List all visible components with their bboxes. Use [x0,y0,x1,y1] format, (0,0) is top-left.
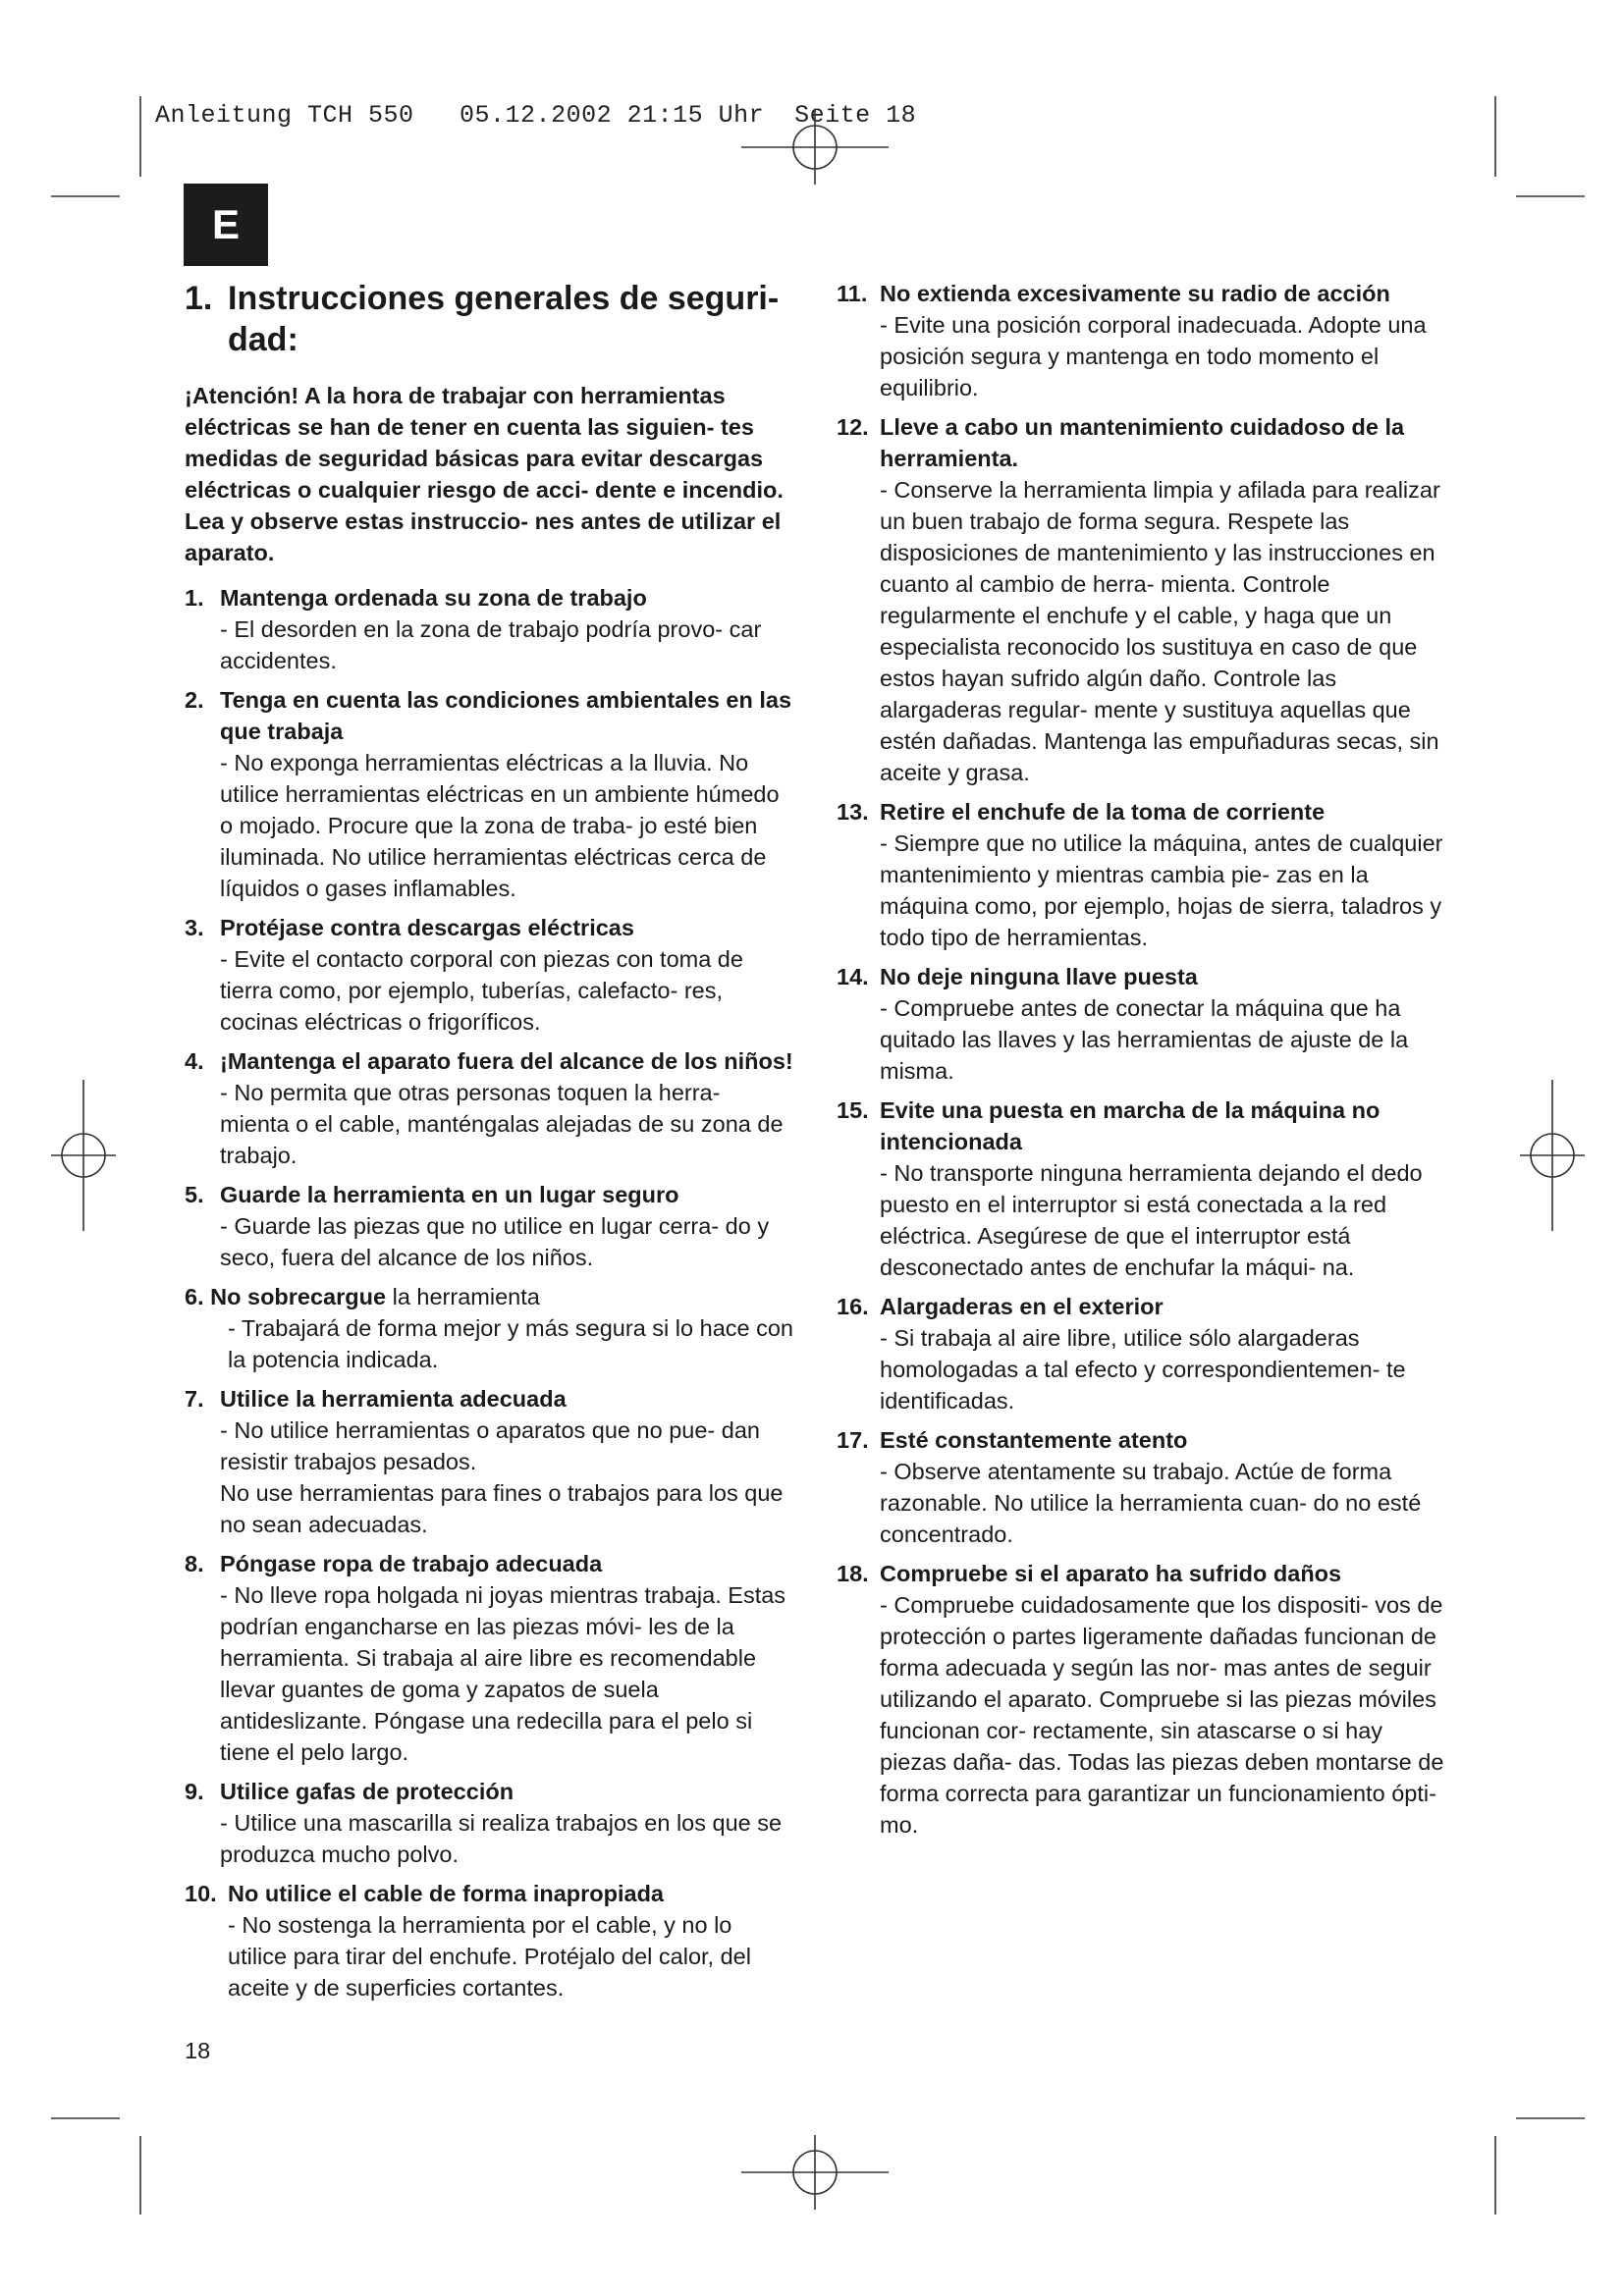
item-title-text: Compruebe si el aparato ha sufrido daños [880,1561,1342,1586]
list-item [185,1179,795,1273]
list-item [185,684,795,904]
list-item [837,1095,1447,1283]
item-body: - Compruebe cuidadosamente que los dispositi- vos de protección o partes ligeramente dañadas funcionan de forma adecuada y según las nor- mas antes de seguir utilizando el aparato. Compruebe si las piezas móviles funcionan cor- rectamente, sin atascarse o si hay piezas daña- das. Todas las piezas deben montarse de forma correcta para garantizar un funcionamiento ópti- mo. [880,1592,1444,1838]
item-title-text: Esté constantemente atento [880,1427,1188,1453]
item-title-bold: No sobrecargue [210,1284,387,1309]
item-body: - Compruebe antes de conectar la máquina que ha quitado las llaves y las herramientas de ajuste de la misma. [880,995,1409,1084]
item-number: 9. [185,1779,204,1804]
item-body: - Utilice una mascarilla si realiza trabajos en los que se produzca mucho polvo. [220,1810,783,1867]
item-number: 2. [185,687,204,713]
item-title [185,912,795,943]
item-number: 11. [837,281,868,306]
item-number: 14. [837,964,869,989]
item-title-text: Tenga en cuenta las condiciones ambientales en las que trabaja [220,687,792,744]
item-title-text: Guarde la herramienta en un lugar seguro [220,1182,679,1207]
item-title [185,1878,795,1909]
list-item [185,1045,795,1171]
item-body: - No utilice herramientas o aparatos que no pue- dan resistir trabajos pesados. [220,1417,760,1474]
warning-text: ¡Atención! A la hora de trabajar con herramientas eléctricas se han de tener en cuenta las siguien- tes medidas de seguridad básicas para evitar descargas eléctricas o cualquier riesgo de acci- dente e incendio. Lea y observe estas instruccio- nes antes de utilizar el aparato. [185,383,784,565]
item-body: - Guarde las piezas que no utilice en lugar cerra- do y seco, fuera del alcance de los niños. [220,1213,770,1270]
item-title-text: No utilice el cable de forma inapropiada [228,1881,664,1906]
item-body: - No sostenga la herramienta por el cable, y no lo utilice para tirar del enchufe. Protéjalo del calor, del aceite y de superficies cortantes. [228,1912,751,2001]
section-title-text: Instrucciones generales de seguri- dad: [228,280,780,358]
item-title-text: Protéjase contra descargas eléctricas [220,915,634,940]
item-title [185,1045,795,1077]
item-body: - No exponga herramientas eléctricas a la lluvia. No utilice herramientas eléctricas en un ambiente húmedo o mojado. Procure que la zona de traba- jo esté bien iluminada. No utilice herramientas eléctricas cerca de líquidos o gases inflamables. [220,750,780,901]
item-title [185,1383,795,1415]
item-title-text: Evite una puesta en marcha de la máquina no intencionada [880,1097,1380,1154]
item-number: 16. [837,1294,869,1319]
list-item [837,1424,1447,1550]
item-number: 8. [185,1551,204,1576]
item-title [837,1424,1447,1456]
list-item [185,1383,795,1540]
page-number: 18 [185,2038,211,2063]
item-title [837,411,1447,474]
item-title-rest: la herramienta [392,1284,540,1309]
item-title [837,1291,1447,1322]
item-body: - No transporte ninguna herramienta dejando el dedo puesto en el interruptor si está conectada a la red eléctrica. Asegúrese de que el interruptor está desconectado antes de enchufar la máqui- na. [880,1160,1423,1280]
item-title [837,1558,1447,1589]
item-number: 7. [185,1386,204,1412]
item-title-text: Póngase ropa de trabajo adecuada [220,1551,603,1576]
list-item [837,1558,1447,1841]
section-title [185,278,795,360]
item-number: 15. [837,1097,869,1123]
item-title [837,961,1447,992]
item-body: - Si trabaja al aire libre, utilice sólo alargaderas homologadas a tal efecto y correspondientemen- te identificadas. [880,1325,1406,1414]
item-body: - No permita que otras personas toquen la herra- mienta o el cable, manténgalas alejadas de su zona de trabajo. [220,1080,784,1168]
item-body: - Evite el contacto corporal con piezas con toma de tierra como, por ejemplo, tuberías, calefacto- res, cocinas eléctricas o frigoríficos. [220,946,743,1035]
item-number: 10. [185,1881,217,1906]
item-title [837,796,1447,828]
item-body: - No lleve ropa holgada ni joyas mientras trabaja. Estas podrían engancharse en las piezas móvi- les de la herramienta. Si trabaja al aire libre es recomendable llevar guantes de goma y zapatos de suela antideslizante. Póngase una redecilla para el pelo si tiene el pelo largo. [220,1582,786,1765]
item-title-text: Utilice gafas de protección [220,1779,514,1804]
list-item [837,411,1447,788]
item-body: - Conserve la herramienta limpia y afilada para realizar un buen trabajo de forma segura. Respete las disposiciones de mantenimiento y las instrucciones en cuanto al cambio de herra- mienta. Controle regularmente el enchufe y el cable, y haga que un especialista reconocido los sustituya en caso de que estos hayan sufrido algún daño. Controle las alargaderas regular- mente y sustituya aquellas que estén dañadas. Mantenga las empuñaduras secas, sin aceite y grasa. [880,477,1440,785]
item-title [185,1179,795,1210]
item-body: - El desorden en la zona de trabajo podría provo- car accidentes. [220,616,762,673]
item-number: 4. [185,1048,204,1074]
list-item [837,796,1447,953]
item-title-text: ¡Mantenga el aparato fuera del alcance de los niños! [220,1048,793,1074]
item-number: 13. [837,799,869,825]
item-number: 6. [185,1284,204,1309]
list-item [185,582,795,676]
list-item [185,1776,795,1870]
item-title-text: No deje ninguna llave puesta [880,964,1198,989]
item-title [185,582,795,614]
list-item [837,1291,1447,1416]
item-title-text: Mantenga ordenada su zona de trabajo [220,585,647,611]
item-title [185,684,795,747]
left-column [185,278,795,2011]
list-item [185,1281,795,1375]
item-title [185,1281,795,1312]
item-title [837,1095,1447,1157]
list-item [185,1878,795,2003]
item-title [185,1548,795,1579]
section-number: 1. [185,280,213,317]
item-title [837,278,1447,309]
right-column [837,278,1447,1848]
item-body: - Evite una posición corporal inadecuada. Adopte una posición segura y mantenga en todo momento el equilibrio. [880,312,1427,400]
item-number: 1. [185,585,204,611]
item-title-text: No extienda excesivamente su radio de acción [880,281,1390,306]
item-body: - Trabajará de forma mejor y más segura si lo hace con la potencia indicada. [228,1315,794,1372]
item-number: 12. [837,414,869,440]
item-body: - Siempre que no utilice la máquina, antes de cualquier mantenimiento y mientras cambia pie- zas en la máquina como, por ejemplo, hojas de sierra, taladros y todo tipo de herramientas. [880,830,1443,950]
item-title [185,1776,795,1807]
list-item [185,1548,795,1768]
list-item [837,278,1447,403]
item-body: - Observe atentamente su trabajo. Actúe de forma razonable. No utilice la herramienta cuan- do no esté concentrado. [880,1459,1422,1547]
item-title-text: Retire el enchufe de la toma de corriente [880,799,1326,825]
item-number: 18. [837,1561,869,1586]
item-number: 5. [185,1182,204,1207]
print-header: Anleitung TCH 550 05.12.2002 21:15 Uhr Seite 18 [155,101,917,130]
list-item [837,961,1447,1087]
item-number: 17. [837,1427,869,1453]
item-body-continued: No use herramientas para fines o trabajos para los que no sean adecuadas. [220,1480,784,1537]
item-title-text: Alargaderas en el exterior [880,1294,1164,1319]
language-badge: E [184,184,268,266]
list-item [185,912,795,1038]
item-title-text: Lleve a cabo un mantenimiento cuidadoso de la herramienta. [880,414,1405,471]
item-title-text: Utilice la herramienta adecuada [220,1386,567,1412]
item-number: 3. [185,915,204,940]
